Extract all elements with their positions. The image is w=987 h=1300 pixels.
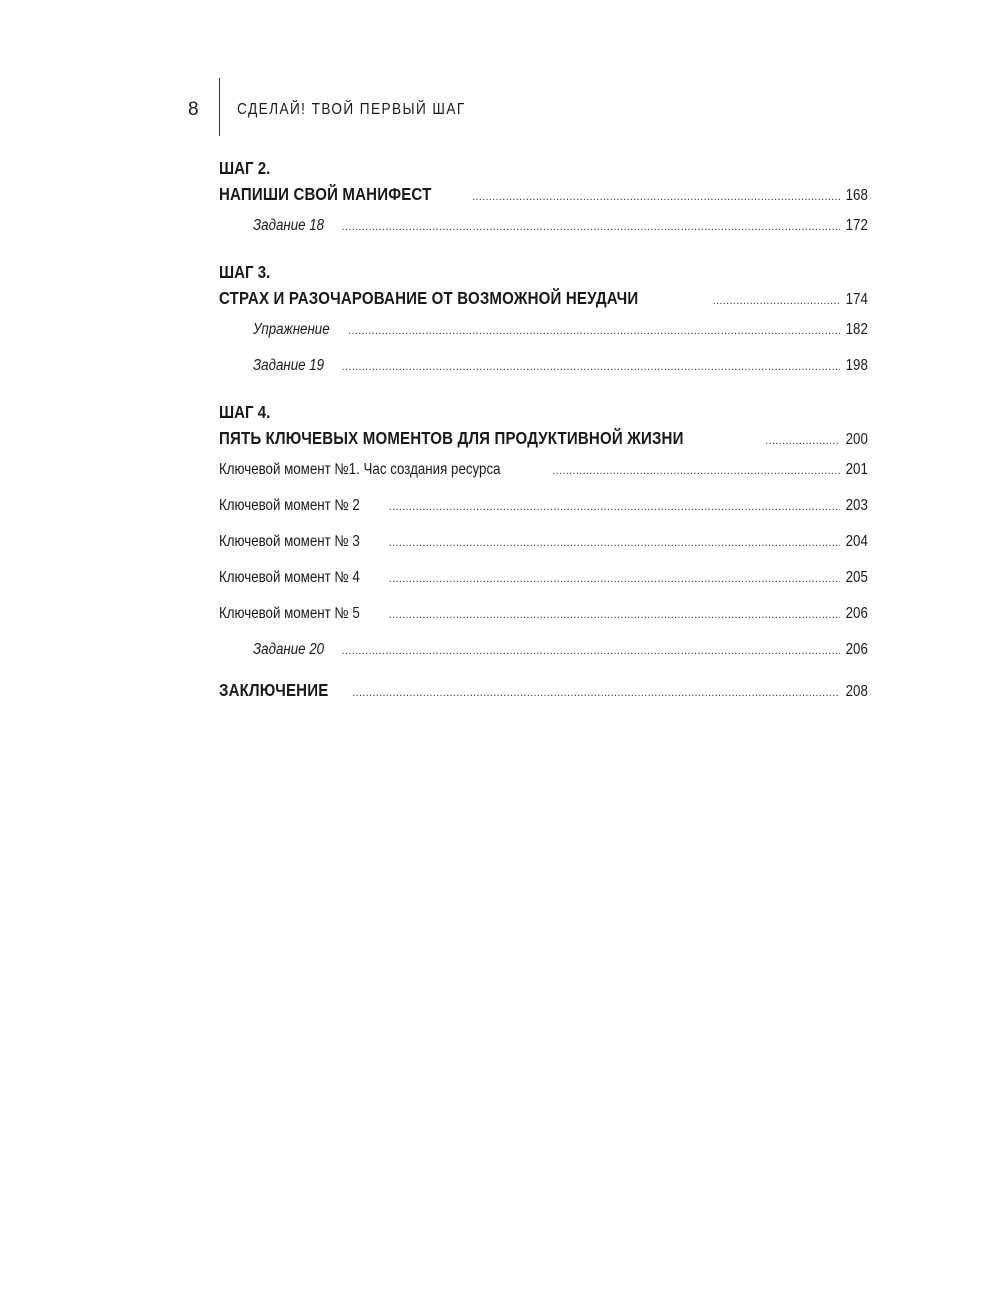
dot-leader (352, 679, 840, 707)
toc-chapter-row[interactable] (219, 180, 868, 208)
page-ref: 182 (845, 321, 868, 338)
toc-section-step-2 (219, 156, 868, 244)
toc-task-row[interactable] (219, 208, 868, 244)
toc-entry-row[interactable] (219, 488, 868, 524)
toc-chapter-row[interactable] (219, 424, 868, 452)
toc-chapter-row[interactable] (219, 284, 868, 312)
entry-title: Ключевой момент № 5 (219, 605, 360, 622)
toc-task-row[interactable] (219, 312, 868, 348)
chapter-title: ЗАКЛЮЧЕНИЕ (219, 680, 329, 700)
page-ref: 206 (845, 605, 868, 622)
dot-leader (389, 597, 840, 633)
step-label: ШАГ 2. (219, 158, 271, 178)
dot-leader (389, 489, 840, 525)
page-ref: 204 (845, 533, 868, 550)
entry-title: Задание 18 (253, 217, 325, 234)
page-ref: 208 (845, 683, 868, 700)
running-title: СДЕЛАЙ! ТВОЙ ПЕРВЫЙ ШАГ (237, 101, 466, 118)
page-ref: 172 (845, 217, 868, 234)
toc-section-step-4 (219, 400, 868, 668)
step-label: ШАГ 3. (219, 262, 271, 282)
chapter-title: ПЯТЬ КЛЮЧЕВЫХ МОМЕНТОВ ДЛЯ ПРОДУКТИВНОЙ ЖИЗНИ (219, 428, 684, 448)
entry-title: Ключевой момент № 4 (219, 569, 360, 586)
toc-entry-row[interactable] (219, 596, 868, 632)
entry-title: Задание 19 (253, 357, 325, 374)
page-ref: 201 (845, 461, 868, 478)
page-ref: 200 (845, 431, 868, 448)
page-ref: 206 (845, 641, 868, 658)
page-ref: 174 (845, 291, 868, 308)
step-label: ШАГ 4. (219, 402, 271, 422)
page-ref: 203 (845, 497, 868, 514)
chapter-title: СТРАХ И РАЗОЧАРОВАНИЕ ОТ ВОЗМОЖНОЙ НЕУДАЧИ (219, 288, 639, 308)
page-ref: 168 (845, 187, 868, 204)
dot-leader (342, 349, 840, 385)
entry-title: Ключевой момент №1. Час создания ресурса (219, 461, 501, 478)
entry-title: Упражнение (253, 321, 330, 338)
entry-title: Ключевой момент № 2 (219, 497, 360, 514)
dot-leader (342, 209, 840, 245)
toc-task-row[interactable] (219, 348, 868, 384)
page-header (0, 0, 987, 140)
dot-leader (342, 633, 840, 669)
dot-leader (765, 427, 840, 455)
section-gap (219, 668, 868, 676)
dot-leader (389, 561, 840, 597)
section-gap (219, 384, 868, 400)
toc-entry-row[interactable] (219, 524, 868, 560)
toc-entry-row[interactable] (219, 560, 868, 596)
chapter-title: НАПИШИ СВОЙ МАНИФЕСТ (219, 184, 432, 204)
page-number: 8 (188, 99, 199, 120)
toc-conclusion-row[interactable] (219, 676, 868, 704)
toc-task-row[interactable] (219, 632, 868, 668)
toc-section-step-3 (219, 260, 868, 384)
dot-leader (713, 287, 840, 315)
page-ref: 198 (845, 357, 868, 374)
dot-leader (389, 525, 840, 561)
entry-title: Задание 20 (253, 641, 325, 658)
header-divider (219, 78, 220, 136)
dot-leader (348, 313, 840, 349)
section-gap (219, 244, 868, 260)
dot-leader (552, 453, 840, 489)
entry-title: Ключевой момент № 3 (219, 533, 360, 550)
toc-entry-row[interactable] (219, 452, 868, 488)
dot-leader (472, 183, 840, 211)
table-of-contents (219, 156, 868, 704)
page-ref: 205 (845, 569, 868, 586)
